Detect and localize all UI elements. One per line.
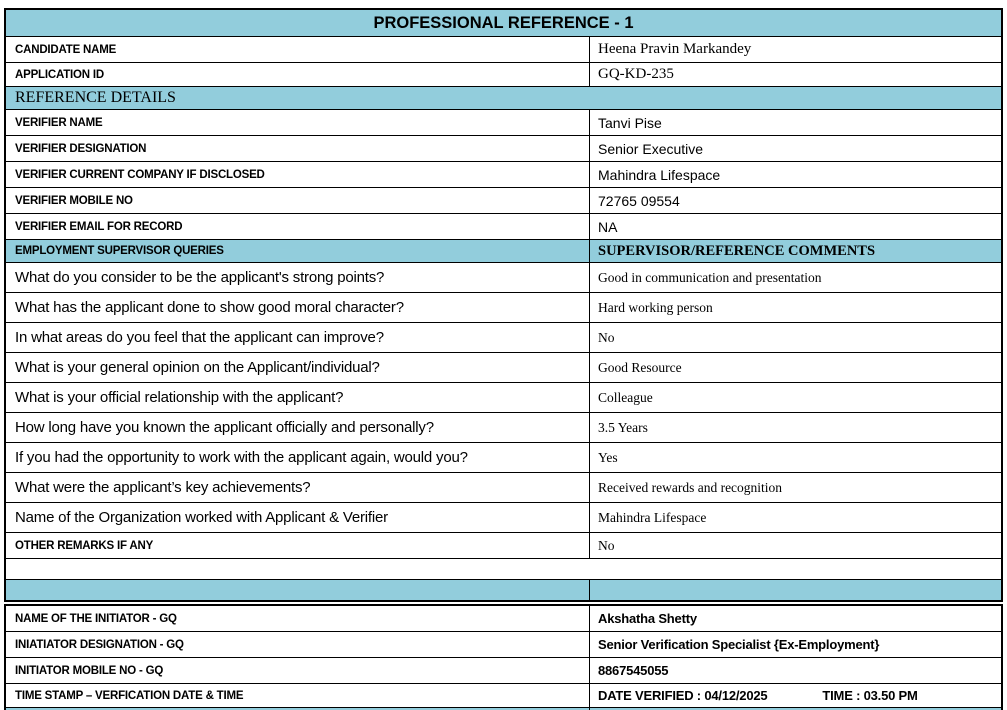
verifier-email-label: VERIFIER EMAIL FOR RECORD xyxy=(6,214,590,239)
question-text: If you had the opportunity to work with the applicant again, would you? xyxy=(6,443,590,472)
other-remarks-row xyxy=(6,533,1001,559)
verifier-mobile-label: VERIFIER MOBILE NO xyxy=(6,188,590,213)
verifier-designation-row xyxy=(6,136,1001,162)
question-row xyxy=(6,323,1001,353)
teal-separator-row xyxy=(6,580,1001,600)
question-text: What has the applicant done to show good moral character? xyxy=(6,293,590,322)
question-row xyxy=(6,413,1001,443)
reference-details-section-row xyxy=(6,87,1001,110)
question-text: What is your official relationship with the applicant? xyxy=(6,383,590,412)
initiator-mobile-value: 8867545055 xyxy=(598,663,669,678)
answer-text: No xyxy=(598,329,615,345)
answer-text: Colleague xyxy=(598,389,653,405)
application-id-row xyxy=(6,63,1001,87)
organization-row xyxy=(6,503,1001,533)
candidate-name-label: CANDIDATE NAME xyxy=(6,37,590,62)
application-id-label: APPLICATION ID xyxy=(6,63,590,86)
question-row xyxy=(6,263,1001,293)
verifier-email-row xyxy=(6,214,1001,240)
question-row xyxy=(6,353,1001,383)
page-title: PROFESSIONAL REFERENCE - 1 xyxy=(373,13,634,32)
answer-text: Received rewards and recognition xyxy=(598,479,783,495)
verifier-name-label: VERIFIER NAME xyxy=(6,110,590,135)
timestamp-row xyxy=(6,684,1001,708)
candidate-name-row xyxy=(6,37,1001,63)
initiator-name-label: NAME OF THE INITIATOR - GQ xyxy=(6,606,590,631)
verifier-name-value: Tanvi Pise xyxy=(598,114,662,131)
verifier-mobile-row xyxy=(6,188,1001,214)
date-verified: DATE VERIFIED : 04/12/2025 xyxy=(598,688,768,703)
question-row xyxy=(6,473,1001,503)
candidate-name-value: Heena Pravin Markandey xyxy=(598,41,752,57)
verifier-company-row xyxy=(6,162,1001,188)
blank-row xyxy=(6,559,1001,580)
other-remarks-value: No xyxy=(598,537,615,553)
initiator-mobile-row xyxy=(6,658,1001,684)
timestamp-label: TIME STAMP – VERFICATION DATE & TIME xyxy=(6,684,590,707)
organization-question: Name of the Organization worked with Applicant & Verifier xyxy=(6,503,590,532)
initiator-designation-label: INIATIATOR DESIGNATION - GQ xyxy=(6,632,590,657)
question-text: How long have you known the applicant officially and personally? xyxy=(6,413,590,442)
initiator-name-row xyxy=(6,606,1001,632)
answer-text: Good in communication and presentation xyxy=(598,269,822,285)
verifier-name-row xyxy=(6,110,1001,136)
time-verified: TIME : 03.50 PM xyxy=(822,688,918,703)
question-row xyxy=(6,383,1001,413)
question-row xyxy=(6,443,1001,473)
initiator-mobile-label: INITIATOR MOBILE NO - GQ xyxy=(6,658,590,683)
application-id-value: GQ-KD-235 xyxy=(598,66,674,82)
verifier-mobile-value: 72765 09554 xyxy=(598,192,680,209)
verifier-designation-label: VERIFIER DESIGNATION xyxy=(6,136,590,161)
verifier-designation-value: Senior Executive xyxy=(598,140,704,157)
verifier-company-label: VERIFIER CURRENT COMPANY IF DISCLOSED xyxy=(6,162,590,187)
question-text: In what areas do you feel that the applicant can improve? xyxy=(6,323,590,352)
question-text: What do you consider to be the applicant's strong points? xyxy=(6,263,590,292)
initiator-table xyxy=(4,604,1003,710)
question-text: What is your general opinion on the Applicant/individual? xyxy=(6,353,590,382)
question-text: What were the applicant’s key achievements? xyxy=(6,473,590,502)
queries-header-row xyxy=(6,240,1001,263)
other-remarks-label: OTHER REMARKS IF ANY xyxy=(6,533,590,558)
question-row xyxy=(6,293,1001,323)
timestamp-value xyxy=(590,684,1001,707)
organization-answer: Mahindra Lifespace xyxy=(598,509,707,525)
reference-table xyxy=(4,8,1003,602)
answer-text: Hard working person xyxy=(598,299,713,315)
initiator-name-value: Akshatha Shetty xyxy=(598,611,697,626)
verifier-email-value: NA xyxy=(598,218,618,235)
answer-text: Good Resource xyxy=(598,359,682,375)
answer-text: 3.5 Years xyxy=(598,419,648,435)
verifier-company-value: Mahindra Lifespace xyxy=(598,166,721,183)
title-row xyxy=(6,10,1001,37)
queries-header-right: SUPERVISOR/REFERENCE COMMENTS xyxy=(598,242,876,259)
initiator-designation-row xyxy=(6,632,1001,658)
queries-header-left: EMPLOYMENT SUPERVISOR QUERIES xyxy=(6,240,590,262)
answer-text: Yes xyxy=(598,449,618,465)
initiator-designation-value: Senior Verification Specialist {Ex-Employment} xyxy=(598,637,880,652)
reference-details-title: REFERENCE DETAILS xyxy=(15,89,176,106)
